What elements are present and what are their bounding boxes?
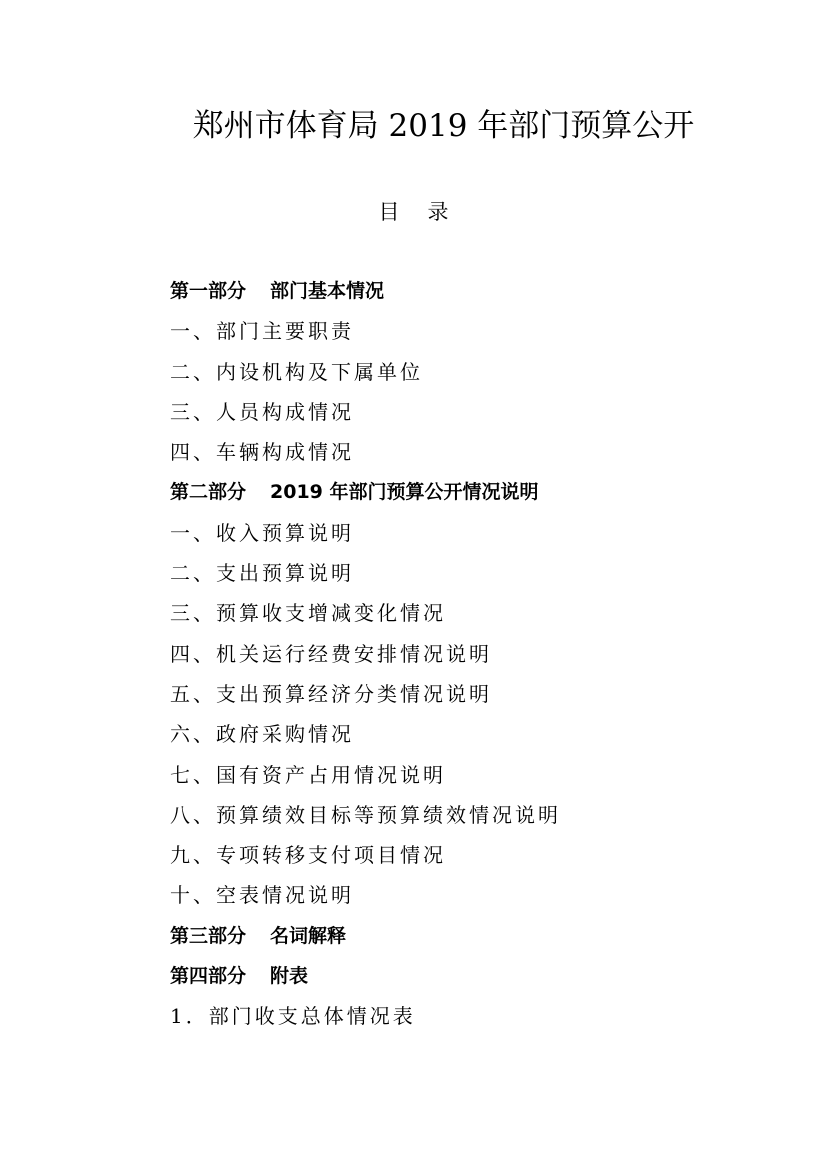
toc-item[interactable]: 四、机关运行经费安排情况说明 <box>170 641 492 666</box>
toc-part-number: 第二部分 <box>170 481 247 504</box>
toc-item[interactable]: 二、内设机构及下属单位 <box>170 359 423 384</box>
toc-item[interactable]: 九、专项转移支付项目情况 <box>170 843 446 868</box>
toc-part-1[interactable] <box>170 276 561 316</box>
toc-heading-char-2: 录 <box>427 200 449 224</box>
toc-item[interactable]: 十、空表情况说明 <box>170 883 354 908</box>
toc-part-4[interactable] <box>170 961 561 1001</box>
toc-part-number: 第三部分 <box>170 924 247 947</box>
toc-part-title: 部门基本情况 <box>270 280 385 302</box>
toc-item[interactable]: 四、车辆构成情况 <box>170 440 354 465</box>
table-of-contents <box>170 276 561 1042</box>
toc-part-title: 2019 年部门预算公开情况说明 <box>270 481 539 504</box>
toc-item[interactable]: 七、国有资产占用情况说明 <box>170 762 446 787</box>
toc-item[interactable]: 六、政府采购情况 <box>170 722 354 747</box>
toc-item[interactable]: 三、预算收支增减变化情况 <box>170 601 446 626</box>
toc-item[interactable]: 一、收入预算说明 <box>170 520 354 545</box>
toc-part-title: 附表 <box>270 965 309 988</box>
toc-heading <box>0 196 827 226</box>
toc-part-number: 第一部分 <box>170 280 247 302</box>
toc-item[interactable]: 三、人员构成情况 <box>170 399 354 424</box>
toc-part-title: 名词解释 <box>270 924 347 947</box>
toc-part-number: 第四部分 <box>170 965 247 988</box>
toc-item[interactable]: 一、部门主要职责 <box>170 319 354 344</box>
toc-heading-char-1: 目 <box>378 200 400 224</box>
toc-item[interactable]: 1．部门收支总体情况表 <box>170 1004 416 1029</box>
toc-part-3[interactable] <box>170 921 561 961</box>
toc-item[interactable]: 二、支出预算说明 <box>170 561 354 586</box>
toc-item[interactable]: 五、支出预算经济分类情况说明 <box>170 681 492 706</box>
toc-item[interactable]: 八、预算绩效目标等预算绩效情况说明 <box>170 802 561 827</box>
toc-part-2[interactable] <box>170 477 561 517</box>
document-title: 郑州市体育局 2019 年部门预算公开 <box>192 108 695 144</box>
